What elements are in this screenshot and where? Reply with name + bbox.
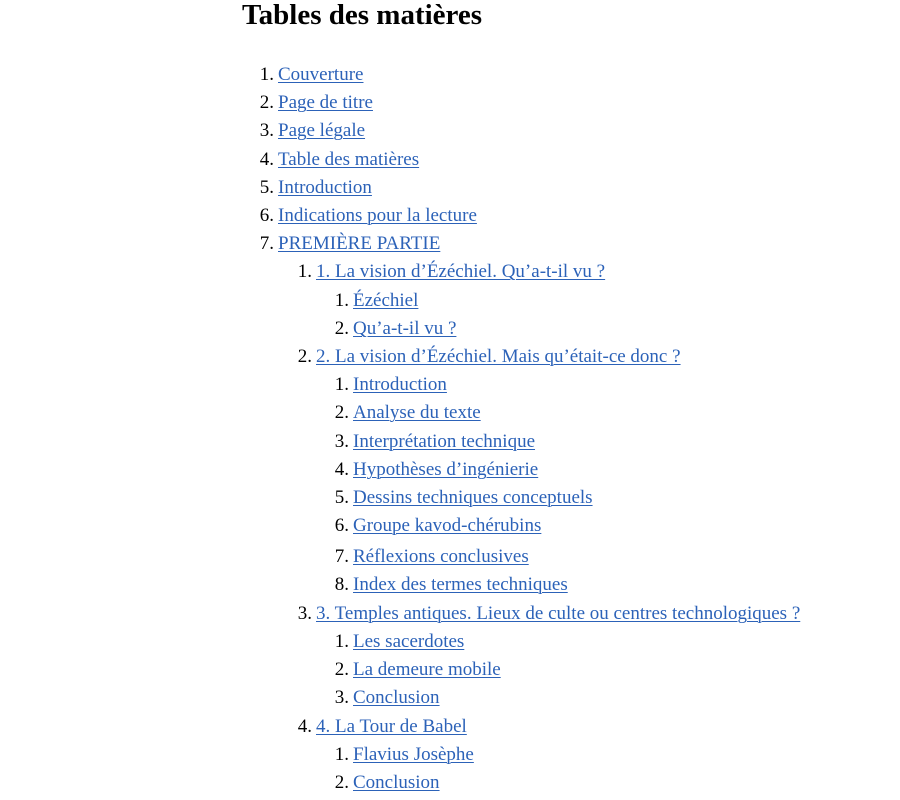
toc-link[interactable]: Indications pour la lecture <box>278 205 477 226</box>
toc-item <box>297 260 606 284</box>
toc-item <box>297 715 467 739</box>
toc-item-number: 5. <box>259 177 274 198</box>
toc-item-number: 2. <box>334 402 349 423</box>
toc-item-number: 1. <box>297 261 312 282</box>
toc-item-number: 2. <box>334 318 349 339</box>
toc-item <box>334 545 529 569</box>
toc-item-number: 2. <box>297 346 312 367</box>
toc-link[interactable]: Ézéchiel <box>353 290 419 311</box>
toc-item-number: 1. <box>334 744 349 765</box>
toc-item <box>334 430 536 454</box>
toc-link[interactable]: Groupe kavod-chérubins <box>353 515 542 536</box>
toc-item <box>334 458 539 482</box>
toc-item-number: 3. <box>334 687 349 708</box>
toc-item-number: 2. <box>334 772 349 793</box>
toc-item <box>259 232 441 256</box>
toc-item <box>334 658 501 682</box>
toc-item <box>334 771 440 795</box>
toc-item <box>334 289 419 313</box>
toc-link[interactable]: Conclusion <box>353 687 440 708</box>
toc-item-number: 6. <box>259 205 274 226</box>
toc-item <box>334 630 465 654</box>
toc-link[interactable]: 1. La vision d’Ézéchiel. Qu’a-t-il vu ? <box>316 261 606 282</box>
toc-item-number: 3. <box>297 603 312 624</box>
toc-item <box>334 486 593 510</box>
toc-link[interactable]: La demeure mobile <box>353 659 501 680</box>
toc-link[interactable]: Les sacerdotes <box>353 631 465 652</box>
toc-item-number: 1. <box>334 374 349 395</box>
toc-link[interactable]: Table des matières <box>278 149 420 170</box>
toc-item <box>334 401 481 425</box>
page-title: Tables des matières <box>242 0 483 31</box>
toc-link[interactable]: Index des termes techniques <box>353 574 568 595</box>
toc-item <box>259 91 373 115</box>
toc-link[interactable]: Introduction <box>278 177 372 198</box>
toc-item <box>334 373 447 397</box>
toc-item <box>334 743 474 767</box>
toc-item-number: 6. <box>334 515 349 536</box>
toc-link[interactable]: Flavius Josèphe <box>353 744 474 765</box>
toc-item-number: 2. <box>259 92 274 113</box>
toc-link[interactable]: 2. La vision d’Ézéchiel. Mais qu’était-ce donc ? <box>316 346 681 367</box>
toc-link[interactable]: PREMIÈRE PARTIE <box>278 233 441 254</box>
toc-link[interactable]: 4. La Tour de Babel <box>316 716 467 737</box>
toc-link[interactable]: Interprétation technique <box>353 431 536 452</box>
toc-item-number: 7. <box>259 233 274 254</box>
toc-item <box>259 63 364 87</box>
toc-link[interactable]: Conclusion <box>353 772 440 793</box>
toc-item <box>334 514 542 538</box>
toc-link[interactable]: Page légale <box>278 120 366 141</box>
toc-item-number: 1. <box>334 290 349 311</box>
toc-link[interactable]: Analyse du texte <box>353 402 481 423</box>
toc-item <box>334 573 568 597</box>
toc-item-number: 2. <box>334 659 349 680</box>
toc-item <box>334 686 440 710</box>
toc-link[interactable]: Qu’a-t-il vu ? <box>353 318 457 339</box>
toc-item <box>259 148 420 172</box>
toc-link[interactable]: Dessins techniques conceptuels <box>353 487 593 508</box>
toc-item-number: 3. <box>259 120 274 141</box>
toc-link[interactable]: 3. Temples antiques. Lieux de culte ou centres technologiques ? <box>316 603 801 624</box>
toc-link[interactable]: Introduction <box>353 374 447 395</box>
toc-item-number: 7. <box>334 546 349 567</box>
toc-item-number: 4. <box>259 149 274 170</box>
toc-item-number: 1. <box>334 631 349 652</box>
toc-item-number: 4. <box>297 716 312 737</box>
toc-link[interactable]: Hypothèses d’ingénierie <box>353 459 539 480</box>
toc-item <box>297 602 801 626</box>
toc-item <box>259 119 366 143</box>
toc-item <box>334 317 457 341</box>
toc-item-number: 1. <box>259 64 274 85</box>
toc-item <box>297 345 681 369</box>
toc-link[interactable]: Couverture <box>278 64 364 85</box>
toc-item-number: 5. <box>334 487 349 508</box>
toc-item-number: 8. <box>334 574 349 595</box>
toc-item-number: 4. <box>334 459 349 480</box>
toc-link[interactable]: Page de titre <box>278 92 373 113</box>
toc-item-number: 3. <box>334 431 349 452</box>
toc-item <box>259 204 477 228</box>
toc-link[interactable]: Réflexions conclusives <box>353 546 529 567</box>
toc-item <box>259 176 372 200</box>
